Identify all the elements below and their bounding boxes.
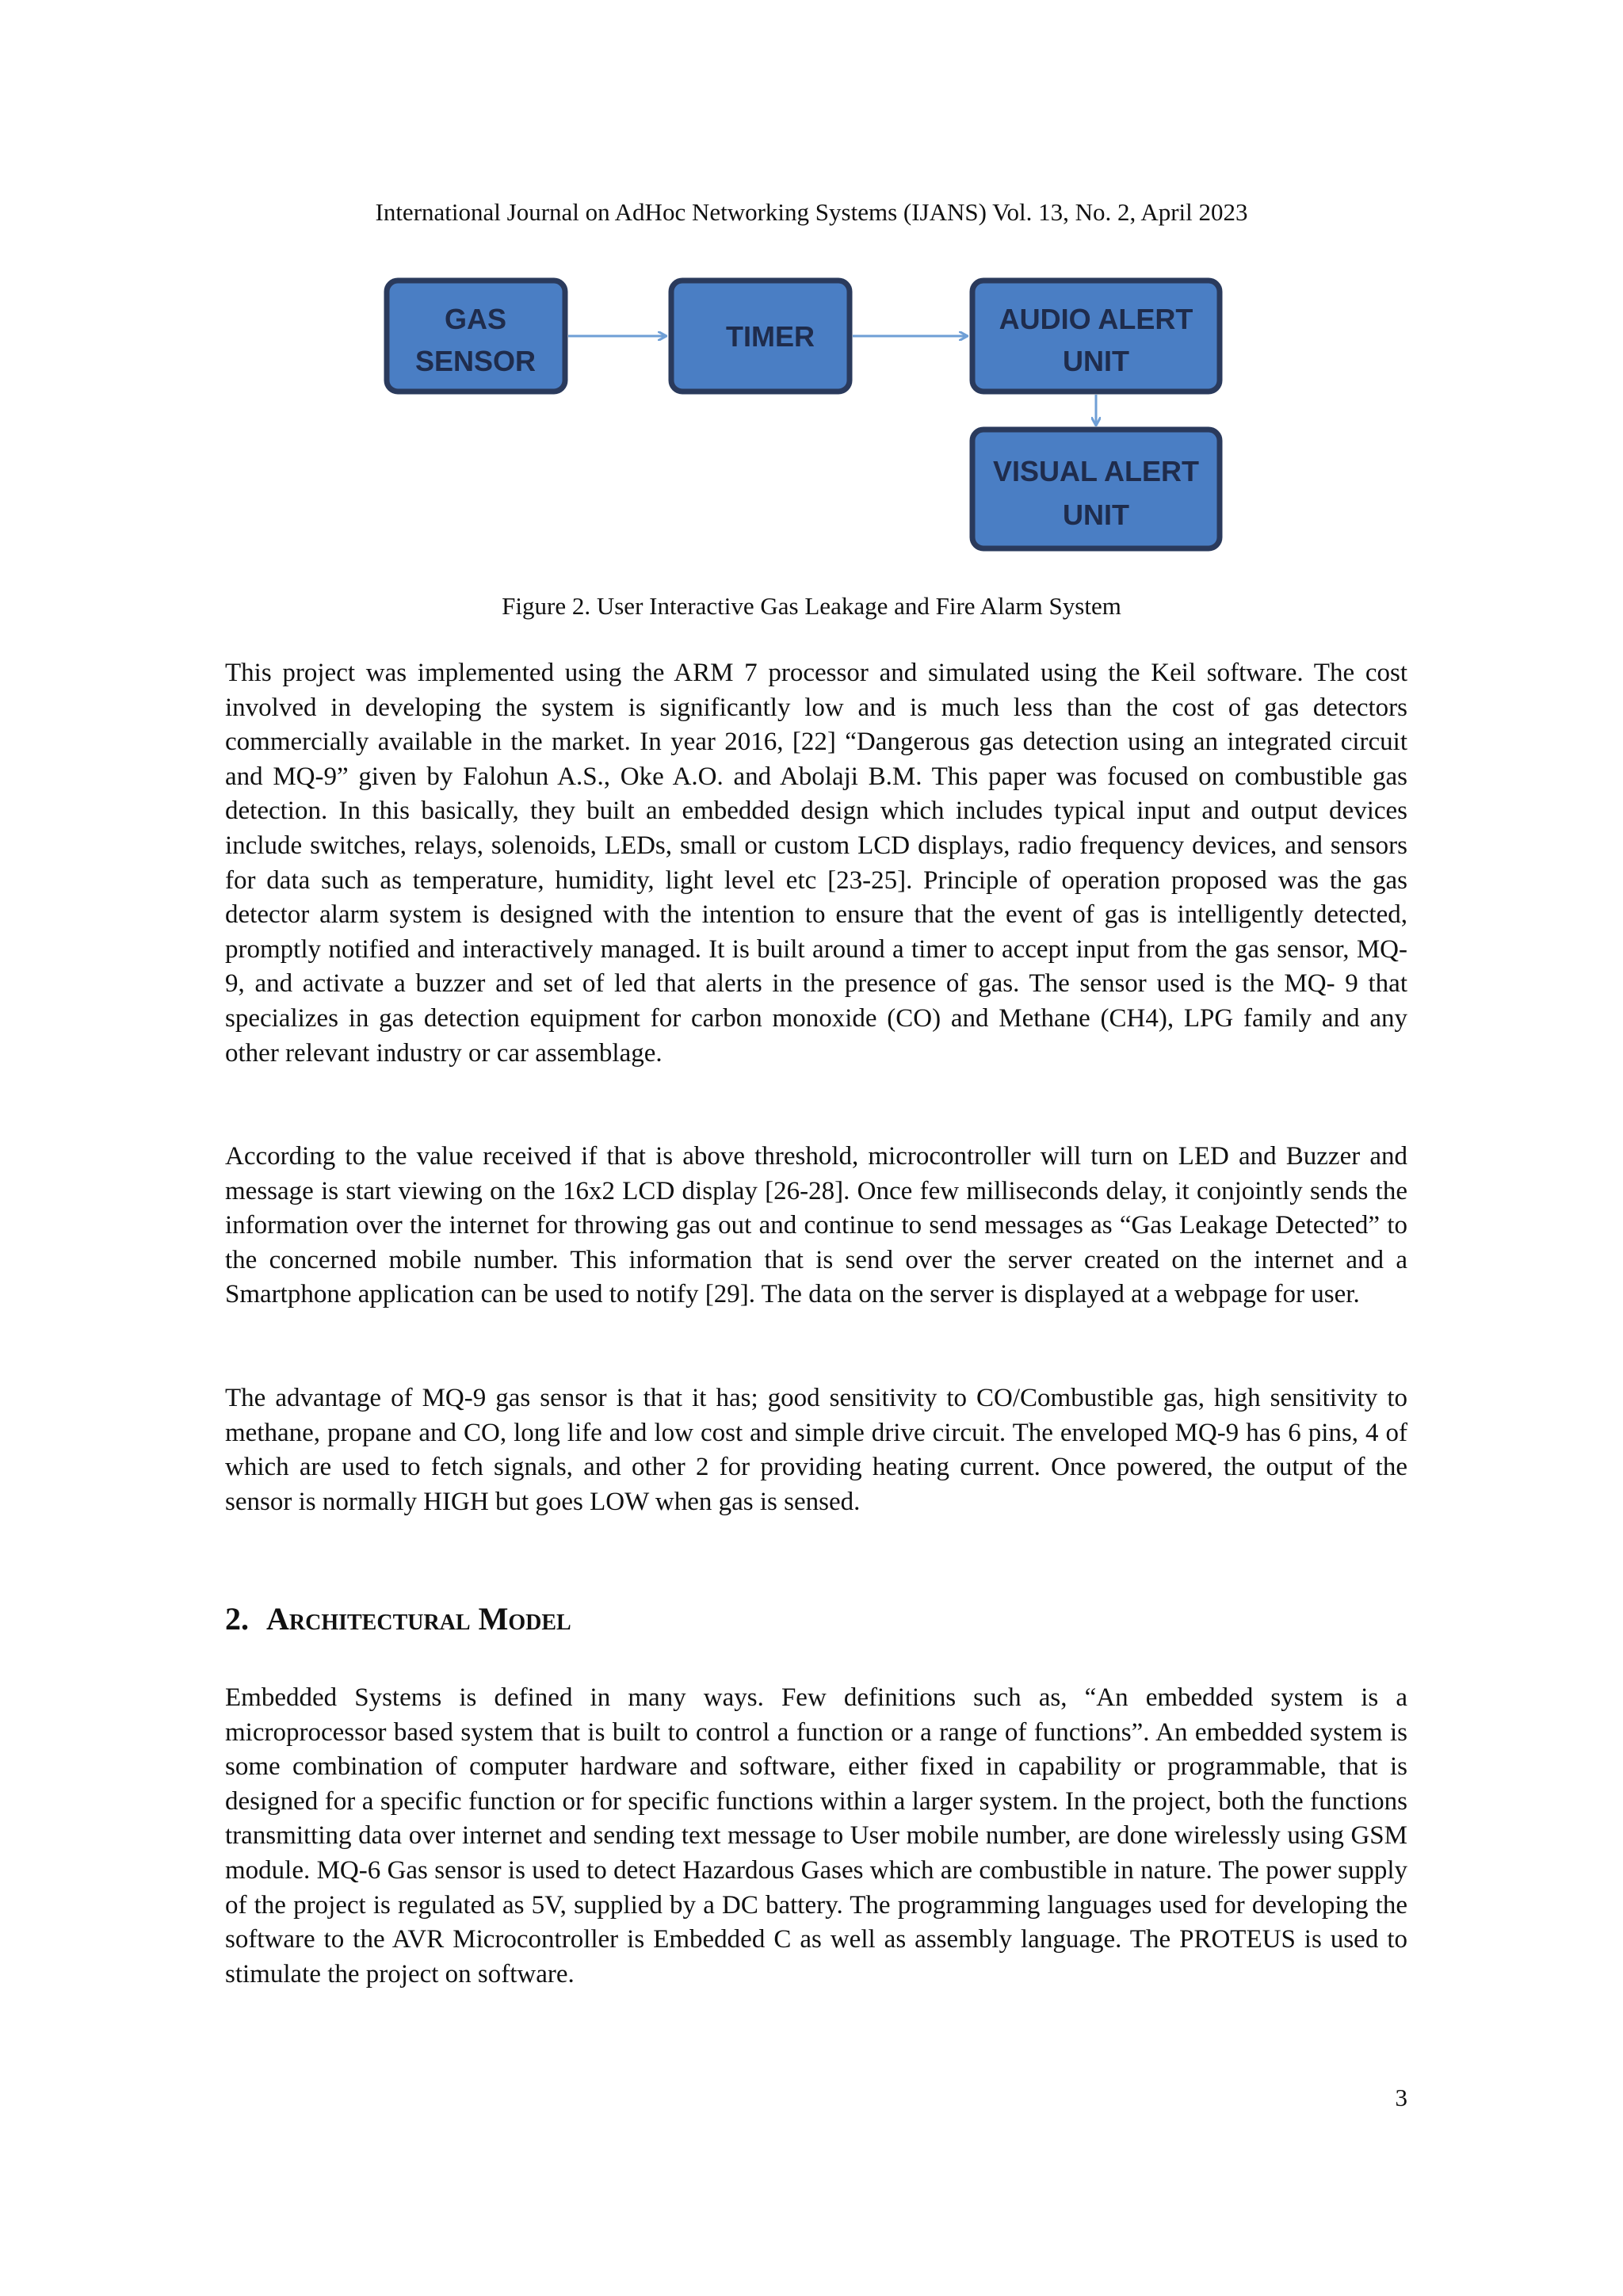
visual-alert-block <box>972 430 1220 548</box>
page-number: 3 <box>1395 2084 1407 2111</box>
visual-alert-label-line2: UNIT <box>1063 499 1129 531</box>
body-paragraph-3: The advantage of MQ-9 gas sensor is that it has; good sensitivity to CO/Combustible gas, high sensitivity to methane, propane and CO, long life and low cost and simple drive circuit. The enveloped MQ-9 has 6 pins, 4 of which are used to fetch signals, and other 2 for providing heating current. Once powered, the output of the sensor is normally HIGH but goes LOW when gas is sensed. <box>225 1384 1407 1516</box>
gas-sensor-label-line1: GAS <box>444 303 507 335</box>
audio-alert-block <box>972 281 1220 392</box>
running-header: International Journal on AdHoc Networking Systems (IJANS) Vol. 13, No. 2, April 2023 <box>375 198 1248 226</box>
section-title: Architectural Model <box>266 1601 571 1637</box>
section-heading <box>225 1599 571 1639</box>
timer-label: TIMER <box>726 320 815 353</box>
body-paragraph-1: This project was implemented using the ARM 7 processor and simulated using the Keil software. The cost involved in developing the system is significantly low and is much less than the cost of gas detectors commercially available in the market. In year 2016, [22] “Dangerous gas detection using an integrated circuit and MQ-9” given by Falohun A.S., Oke A.O. and Abolaji B.M. This paper was focused on combustible gas detection. In this basically, they built an embedded design which includes typical input and output devices include switches, relays, solenoids, LEDs, small or custom LCD displays, radio frequency devices, and sensors for data such as temperature, humidity, light level etc [23-25]. Principle of operation proposed was the gas detector alarm system is designed with the intention to ensure that the event of gas is intelligently detected, promptly notified and interactively managed. It is built around a timer to accept input from the gas sensor, MQ-9, and activate a buzzer and set of led that alerts in the presence of gas. The sensor used is the MQ- 9 that specializes in gas detection equipment for carbon monoxide (CO) and Methane (CH4), LPG family and any other relevant industry or car assemblage. <box>225 659 1407 1068</box>
gas-sensor-label-line2: SENSOR <box>414 345 537 377</box>
body-paragraph-4: Embedded Systems is defined in many ways. Few definitions such as, “An embedded system is a microprocessor based system that is built to control a function or a range of functions”. An embedded system is some combination of computer hardware and software, either fixed in capability or programmable, that is designed for a specific function or for specific functions within a larger system. In the project, both the functions transmitting data over internet and sending text message to User mobile number, are done wirelessly using GSM module. MQ-6 Gas sensor is used to detect Hazardous Gases which are combustible in nature. The power supply of the project is regulated as 5V, supplied by a DC battery. The programming languages used for developing the software to the AVR Microcontroller is Embedded C as well as assembly language. The PROTEUS is used to stimulate the project on software. <box>225 1683 1407 1988</box>
audio-alert-label-line2: UNIT <box>1063 345 1129 377</box>
visual-alert-label-line1: VISUAL ALERT <box>992 455 1200 487</box>
section-number: 2. <box>225 1601 249 1637</box>
body-paragraph-2: According to the value received if that is above threshold, microcontroller will turn on LED and Buzzer and message is start viewing on the 16x2 LCD display [26-28]. Once few milliseconds delay, it conjointly sends the information over the internet for throwing gas out and continue to send messages as “Gas Leakage Detected” to the concerned mobile number. This information that is send over the server created on the internet and a Smartphone application can be used to notify [29]. The data on the server is displayed at a webpage for user. <box>225 1142 1407 1309</box>
block-diagram-figure <box>372 262 1276 563</box>
gas-sensor-block <box>387 281 565 392</box>
timer-block <box>671 281 850 392</box>
figure-caption: Figure 2. User Interactive Gas Leakage and Fire Alarm System <box>502 592 1121 620</box>
audio-alert-label-line1: AUDIO ALERT <box>999 303 1193 335</box>
